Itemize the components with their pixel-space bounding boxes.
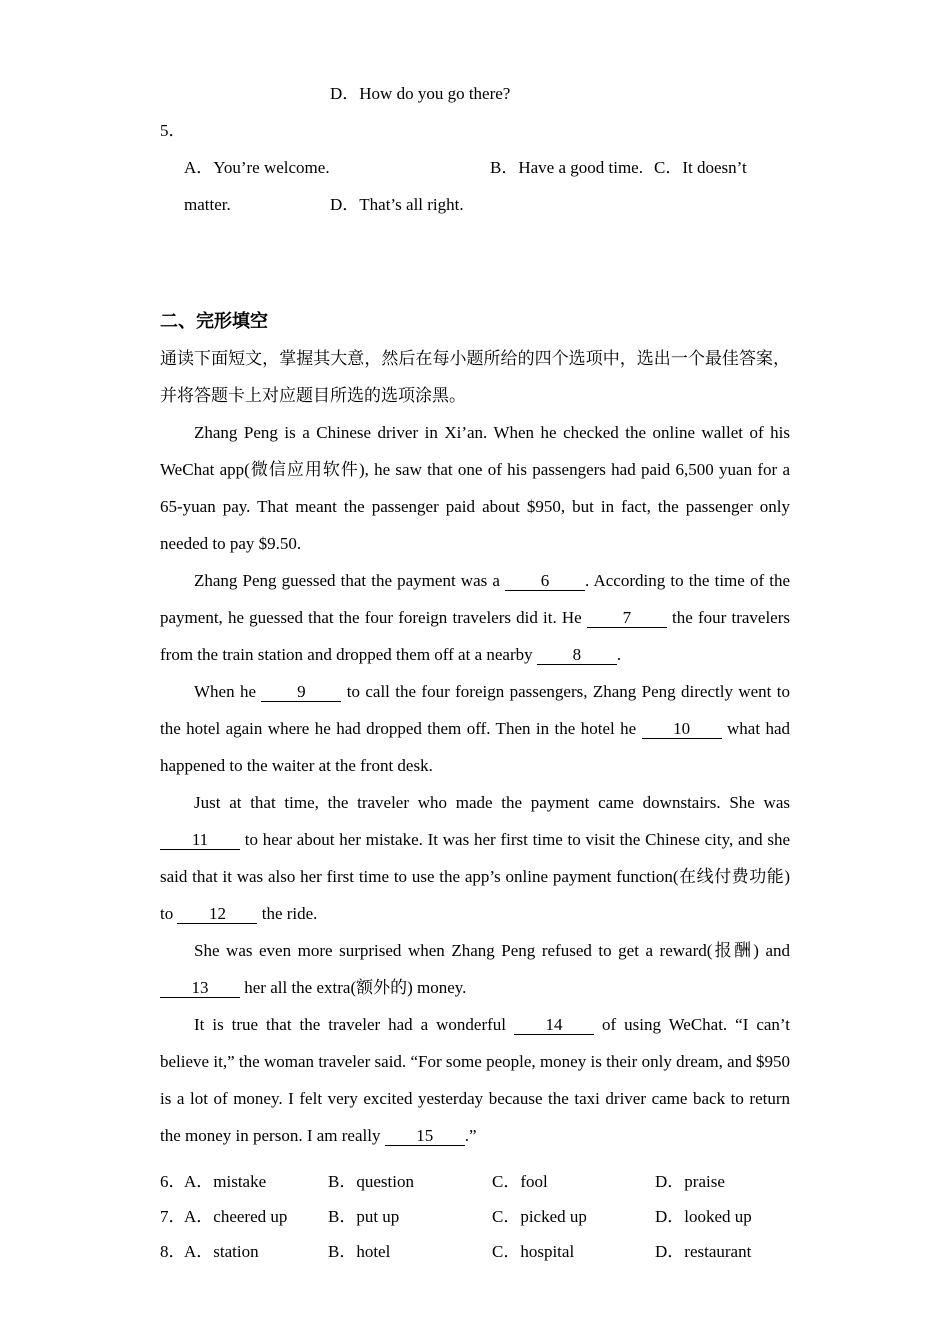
cloze-option: B．question [328, 1172, 414, 1191]
question4-option-d: D．How do you go there? [330, 84, 511, 103]
cloze-blank-8: 8 [537, 646, 617, 665]
cloze-blank-6: 6 [505, 572, 585, 591]
cloze-question-row [160, 1164, 790, 1199]
cloze-passage-paragraph: It is true that the traveler had a wonderful 14 of using WeChat. “I can’t believe it,” the woman traveler said. “For some people, money is their only dream, and $950 is a lot of money. I felt very excited yesterday because the taxi driver came back to return the money in person. I am really 15 .” [160, 1015, 790, 1145]
cloze-blank-12: 12 [177, 905, 257, 924]
cloze-option: C．picked up [492, 1207, 587, 1226]
cloze-passage [160, 414, 790, 1154]
cloze-instructions: 通读下面短文，掌握其大意，然后在每小题所给的四个选项中，选出一个最佳答案，并将答题卡上对应题目所选的选项涂黑。 [160, 349, 790, 405]
question5-option-b: B．Have a good time. [490, 158, 643, 177]
cloze-blank-15: 15 [385, 1127, 465, 1146]
cloze-question-number: 6． [160, 1172, 186, 1191]
question5-option-d: D．That’s all right. [330, 195, 464, 214]
question5-options-row-2 [160, 186, 790, 223]
cloze-section-heading: 二、完形填空 [160, 311, 268, 331]
question5-option-c-continued: matter. [184, 195, 231, 214]
cloze-option: D．praise [655, 1172, 725, 1191]
cloze-option: B．hotel [328, 1242, 391, 1261]
cloze-question-number: 7． [160, 1207, 186, 1226]
cloze-passage-paragraph: When he 9 to call the four foreign passengers, Zhang Peng directly went to the hotel again where he had dropped them off. Then in the hotel he 10 what had happened to the waiter at the front desk. [160, 682, 790, 775]
cloze-blank-9: 9 [261, 683, 341, 702]
cloze-blank-13: 13 [160, 979, 240, 998]
cloze-option: D．restaurant [655, 1242, 752, 1261]
cloze-option: B．put up [328, 1207, 400, 1226]
cloze-passage-paragraph: Zhang Peng guessed that the payment was a 6 . According to the time of the payment, he guessed that the four foreign travelers did it. He 7 the four travelers from the train station and dropped them off at a nearby 8 . [160, 571, 790, 664]
cloze-question-row [160, 1234, 790, 1269]
cloze-blank-10: 10 [642, 720, 722, 739]
cloze-option: C．fool [492, 1172, 548, 1191]
cloze-question-row [160, 1199, 790, 1234]
cloze-blank-7: 7 [587, 609, 667, 628]
cloze-passage-paragraph: Just at that time, the traveler who made the payment came downstairs. She was 11 to hear about her mistake. It was her first time to visit the Chinese city, and she said that it was also her first time to use the app’s online payment function(在线付费功能) to 12 the ride. [160, 793, 790, 923]
cloze-blank-11: 11 [160, 831, 240, 850]
cloze-questions [160, 1164, 790, 1269]
cloze-passage-paragraph: Zhang Peng is a Chinese driver in Xi’an. When he checked the online wallet of his WeChat app(微信应用软件), he saw that one of his passengers had paid 6,500 yuan for a 65-yuan pay. That meant the passenger paid about $950, but in fact, the passenger only needed to pay $9.50. [160, 423, 790, 553]
cloze-option: D．looked up [655, 1207, 752, 1226]
cloze-option: A．station [184, 1242, 259, 1261]
question5-number: 5． [160, 121, 186, 140]
cloze-option: A．cheered up [184, 1207, 288, 1226]
cloze-blank-14: 14 [514, 1016, 594, 1035]
cloze-passage-paragraph: She was even more surprised when Zhang Peng refused to get a reward(报酬) and 13 her all the extra(额外的) money. [160, 932, 790, 1006]
question5-option-a: A．You’re welcome. [184, 158, 330, 177]
cloze-question-number: 8． [160, 1242, 186, 1261]
cloze-option: A．mistake [184, 1172, 267, 1191]
cloze-option: C．hospital [492, 1242, 575, 1261]
question5-option-c: C．It doesn’t [654, 158, 747, 177]
question5-options-row-1 [160, 149, 790, 186]
